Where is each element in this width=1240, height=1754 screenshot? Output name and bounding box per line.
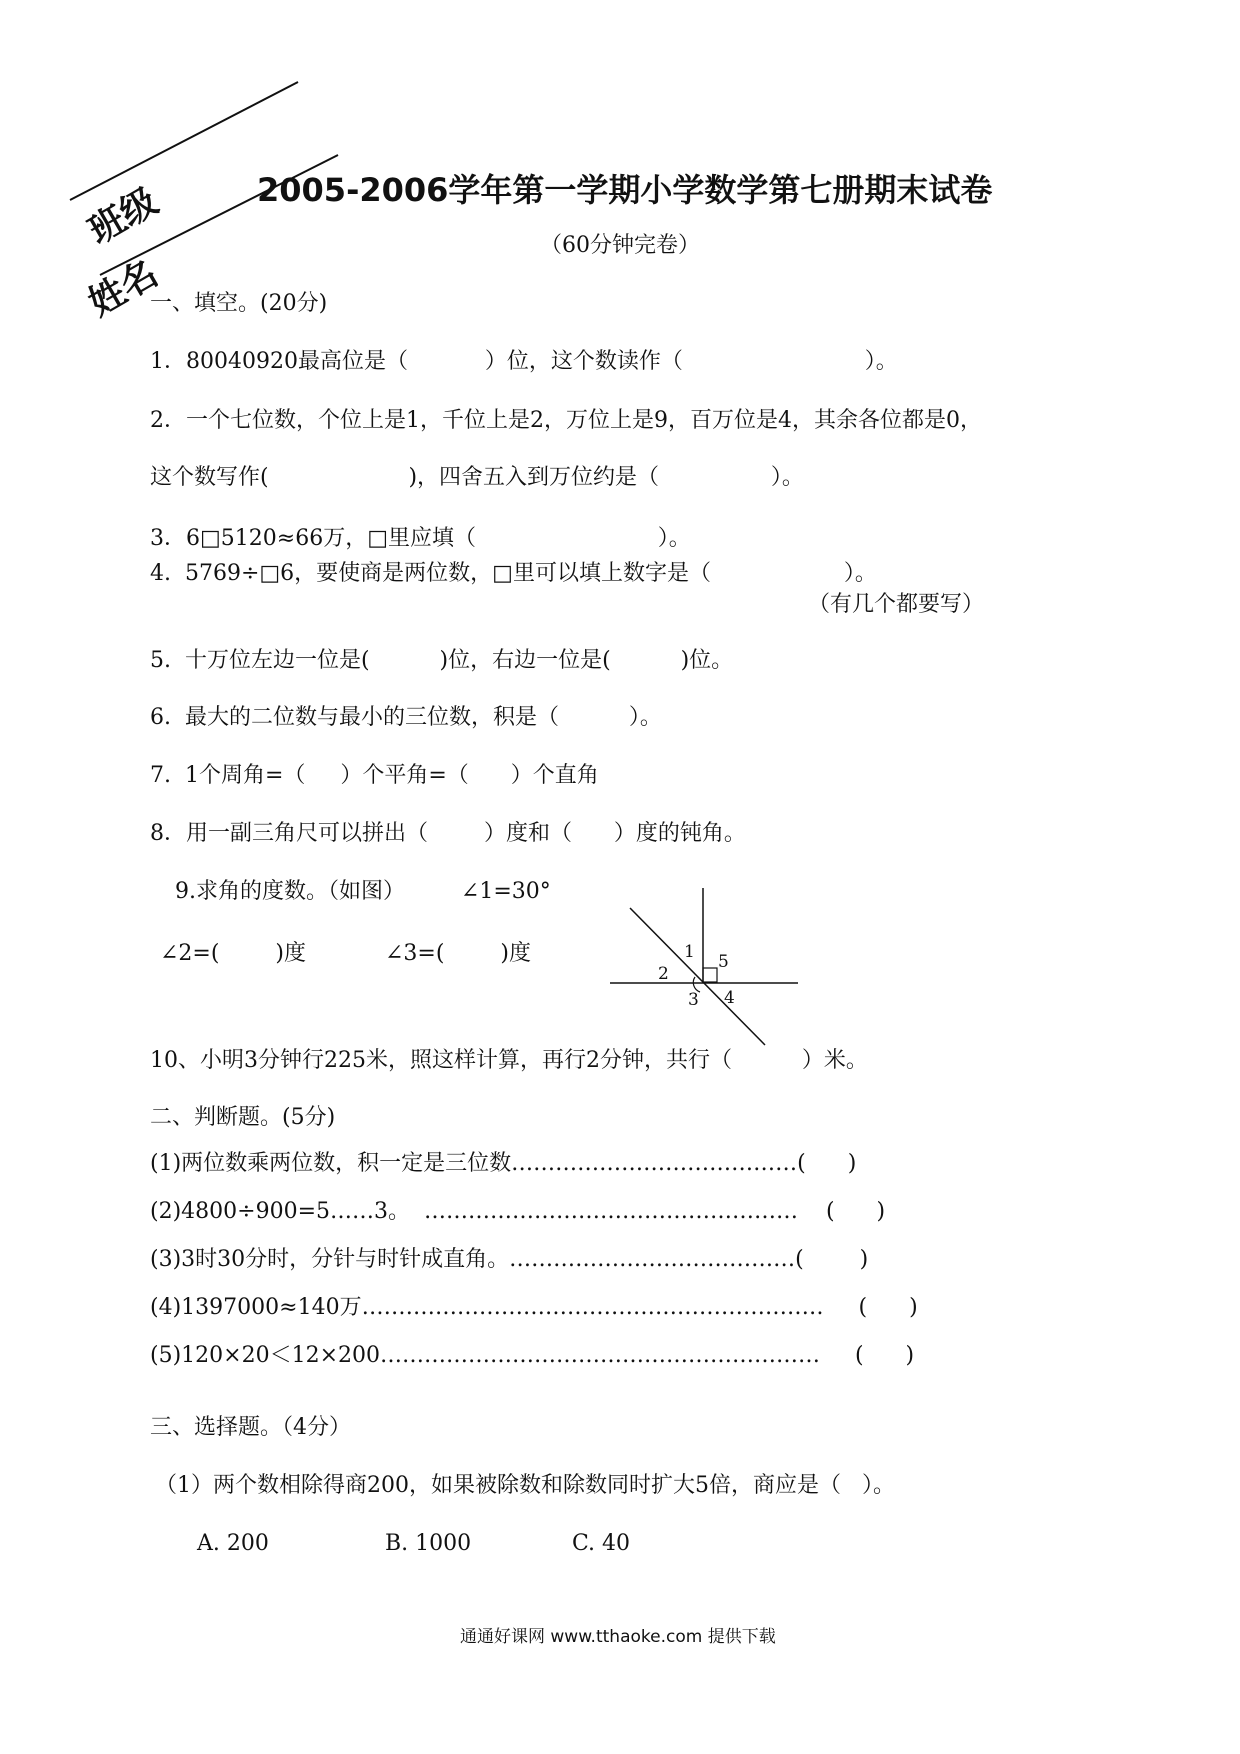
question-9-angle3: ∠3=( )度 (385, 941, 531, 966)
judge-item-5: (5)120×20＜12×200…………………………………………………… ( ) (150, 1343, 915, 1368)
question-7: 7. 1个周角=（ ）个平角=（ ）个直角 (150, 763, 599, 788)
question-10: 10、小明3分钟行225米，照这样计算，再行2分钟，共行（ ）米。 (150, 1048, 868, 1073)
question-3: 3．6□5120≈66万，□里应填（ ）。 (150, 526, 691, 551)
figure-label-1: 1 (684, 942, 695, 962)
name-label: 姓名 (82, 252, 165, 325)
judge-item-4: (4)1397000≈140万……………………………………………………… ( ) (150, 1295, 918, 1320)
question-4-note: （有几个都要写） (808, 592, 985, 617)
section3-heading: 三、选择题。（4分） (150, 1415, 351, 1440)
question-4: 4. 5769÷□6，要使商是两位数，□里可以填上数字是（ ）。 (150, 561, 877, 586)
question-9: 9.求角的度数。（如图） ∠1=30° (175, 879, 551, 904)
judge-item-1: (1)两位数乘两位数，积一定是三位数…………………………………( ) (150, 1151, 857, 1176)
question-2-line2: 这个数写作( )，四舍五入到万位约是（ ）。 (150, 465, 804, 490)
judge-item-3: (3)3时30分时，分针与时针成直角。…………………………………( ) (150, 1247, 869, 1272)
figure-label-3: 3 (688, 990, 699, 1010)
section1-heading: 一、填空。(20分) (150, 291, 328, 316)
choice-option-a: A. 200 (197, 1531, 269, 1556)
choice-question-1: （1）两个数相除得商200，如果被除数和除数同时扩大5倍，商应是（ ）。 (155, 1473, 895, 1498)
footer-source: 通通好课网 www.tthaoke.com 提供下载 (460, 1627, 776, 1647)
question-5: 5. 十万位左边一位是( )位，右边一位是( )位。 (150, 648, 734, 673)
judge-item-2: (2)4800÷900=5……3。 …………………………………………… ( ) (150, 1199, 886, 1224)
choice-option-c: C. 40 (572, 1531, 631, 1556)
class-label: 班级 (82, 180, 165, 253)
choice-option-b: B. 1000 (385, 1531, 472, 1556)
question-2-line1: 2．一个七位数，个位上是1，千位上是2，万位上是9，百万位是4，其余各位都是0， (150, 408, 982, 433)
question-8: 8．用一副三角尺可以拼出（ ）度和（ ）度的钝角。 (150, 821, 746, 846)
page-subtitle: （60分钟完卷） (540, 233, 700, 258)
question-6: 6. 最大的二位数与最小的三位数，积是（ ）。 (150, 705, 662, 730)
figure-label-2: 2 (658, 964, 669, 984)
question-9-angle2: ∠2=( )度 (160, 941, 306, 966)
section2-heading: 二、判断题。(5分) (150, 1105, 336, 1130)
page-title: 2005-2006学年第一学期小学数学第七册期末试卷 (257, 171, 993, 209)
question-1: 1．80040920最高位是（ ）位，这个数读作（ ）。 (150, 349, 898, 374)
figure-label-5: 5 (718, 952, 729, 972)
figure-label-4: 4 (724, 988, 735, 1008)
